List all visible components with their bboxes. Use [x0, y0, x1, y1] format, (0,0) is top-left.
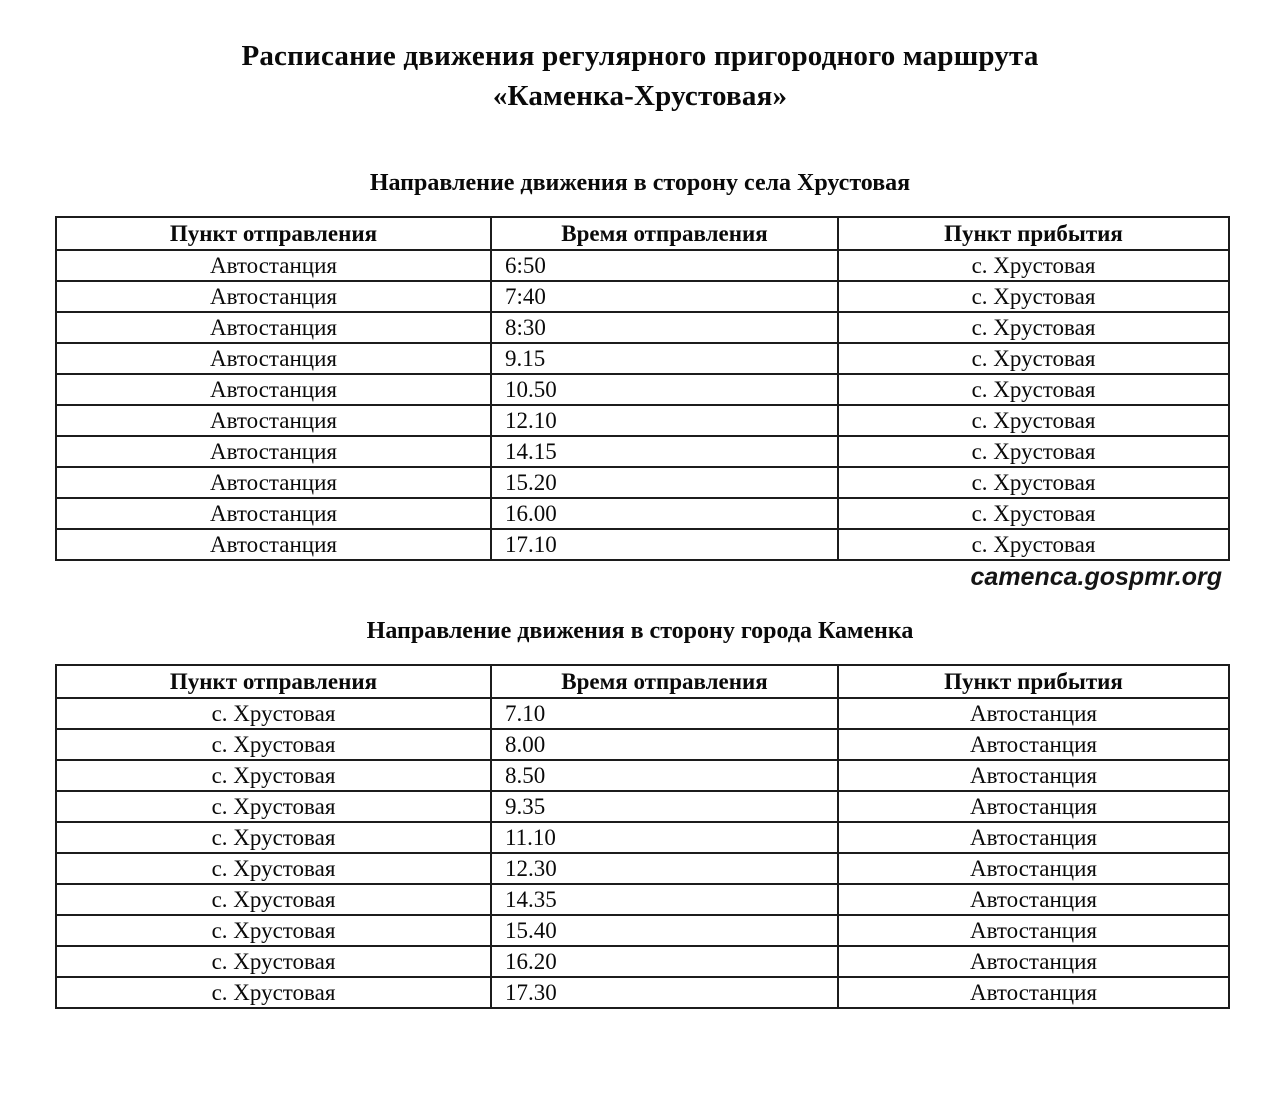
cell-departure-point: с. Хрустовая: [56, 698, 491, 729]
cell-arrival-point: с. Хрустовая: [838, 529, 1229, 560]
table-row: [56, 529, 1229, 560]
cell-departure-point: Автостанция: [56, 436, 491, 467]
page-title-line-1: Расписание движения регулярного пригородного маршрута: [241, 40, 1039, 72]
table-row: [56, 467, 1229, 498]
section-heading-to-khrustovaya: Направление движения в сторону села Хрустовая: [369, 170, 911, 196]
cell-arrival-point: с. Хрустовая: [838, 498, 1229, 529]
cell-arrival-point: Автостанция: [838, 822, 1229, 853]
schedule-table-to-khrustovaya: [55, 216, 1230, 561]
cell-arrival-point: Автостанция: [838, 698, 1229, 729]
cell-arrival-point: Автостанция: [838, 853, 1229, 884]
cell-departure-point: с. Хрустовая: [56, 946, 491, 977]
schedule-table-to-kamenka: [55, 664, 1230, 1009]
table-row: [56, 343, 1229, 374]
cell-arrival-point: Автостанция: [838, 915, 1229, 946]
column-header-departure-time: Время отправления: [491, 217, 838, 250]
cell-arrival-point: с. Хрустовая: [838, 467, 1229, 498]
cell-departure-time: 14.35: [491, 884, 838, 915]
cell-departure-time: 8.50: [491, 760, 838, 791]
site-watermark: camenca.gospmr.org: [970, 563, 1222, 591]
table-row: [56, 760, 1229, 791]
table-row: [56, 977, 1229, 1008]
table-row: [56, 281, 1229, 312]
cell-departure-point: с. Хрустовая: [56, 977, 491, 1008]
page-title-line-2: «Каменка-Хрустовая»: [492, 80, 788, 112]
cell-departure-time: 8.00: [491, 729, 838, 760]
page-title: [0, 0, 1280, 116]
cell-arrival-point: с. Хрустовая: [838, 405, 1229, 436]
cell-arrival-point: с. Хрустовая: [838, 250, 1229, 281]
table-row: [56, 884, 1229, 915]
table-row: [56, 312, 1229, 343]
cell-departure-point: с. Хрустовая: [56, 791, 491, 822]
cell-departure-point: Автостанция: [56, 405, 491, 436]
table-row: [56, 822, 1229, 853]
table-row: [56, 791, 1229, 822]
cell-departure-time: 12.30: [491, 853, 838, 884]
cell-departure-point: Автостанция: [56, 312, 491, 343]
column-header-departure-time: Время отправления: [491, 665, 838, 698]
cell-departure-time: 14.15: [491, 436, 838, 467]
cell-departure-point: Автостанция: [56, 498, 491, 529]
cell-departure-time: 12.10: [491, 405, 838, 436]
cell-departure-time: 9.35: [491, 791, 838, 822]
cell-arrival-point: с. Хрустовая: [838, 374, 1229, 405]
cell-departure-time: 16.00: [491, 498, 838, 529]
column-header-departure-point: Пункт отправления: [56, 665, 491, 698]
cell-departure-point: Автостанция: [56, 343, 491, 374]
table-row: [56, 374, 1229, 405]
table-row: [56, 946, 1229, 977]
cell-departure-point: Автостанция: [56, 281, 491, 312]
section-heading-to-kamenka: Направление движения в сторону города Каменка: [366, 618, 914, 644]
cell-departure-time: 17.30: [491, 977, 838, 1008]
cell-arrival-point: Автостанция: [838, 791, 1229, 822]
cell-departure-point: с. Хрустовая: [56, 853, 491, 884]
cell-departure-time: 7:40: [491, 281, 838, 312]
table-row: [56, 729, 1229, 760]
cell-arrival-point: Автостанция: [838, 946, 1229, 977]
cell-departure-point: с. Хрустовая: [56, 729, 491, 760]
cell-departure-time: 15.20: [491, 467, 838, 498]
column-header-arrival-point: Пункт прибытия: [838, 665, 1229, 698]
table-row: [56, 250, 1229, 281]
cell-arrival-point: Автостанция: [838, 760, 1229, 791]
cell-departure-point: с. Хрустовая: [56, 915, 491, 946]
column-header-arrival-point: Пункт прибытия: [838, 217, 1229, 250]
cell-arrival-point: с. Хрустовая: [838, 343, 1229, 374]
cell-departure-point: с. Хрустовая: [56, 884, 491, 915]
table-header-row: [56, 665, 1229, 698]
cell-departure-time: 8:30: [491, 312, 838, 343]
cell-departure-point: Автостанция: [56, 529, 491, 560]
cell-departure-point: с. Хрустовая: [56, 822, 491, 853]
cell-departure-time: 17.10: [491, 529, 838, 560]
cell-departure-point: Автостанция: [56, 250, 491, 281]
cell-departure-point: с. Хрустовая: [56, 760, 491, 791]
cell-arrival-point: Автостанция: [838, 884, 1229, 915]
cell-departure-time: 9.15: [491, 343, 838, 374]
cell-arrival-point: с. Хрустовая: [838, 281, 1229, 312]
table-row: [56, 915, 1229, 946]
table-row: [56, 698, 1229, 729]
table-row: [56, 498, 1229, 529]
cell-arrival-point: Автостанция: [838, 977, 1229, 1008]
cell-departure-time: 10.50: [491, 374, 838, 405]
cell-departure-time: 11.10: [491, 822, 838, 853]
cell-departure-time: 15.40: [491, 915, 838, 946]
cell-arrival-point: с. Хрустовая: [838, 312, 1229, 343]
column-header-departure-point: Пункт отправления: [56, 217, 491, 250]
cell-departure-time: 16.20: [491, 946, 838, 977]
cell-arrival-point: с. Хрустовая: [838, 436, 1229, 467]
table-header-row: [56, 217, 1229, 250]
table-row: [56, 405, 1229, 436]
cell-departure-point: Автостанция: [56, 374, 491, 405]
cell-departure-point: Автостанция: [56, 467, 491, 498]
table-row: [56, 436, 1229, 467]
cell-arrival-point: Автостанция: [838, 729, 1229, 760]
cell-departure-time: 7.10: [491, 698, 838, 729]
table-row: [56, 853, 1229, 884]
cell-departure-time: 6:50: [491, 250, 838, 281]
